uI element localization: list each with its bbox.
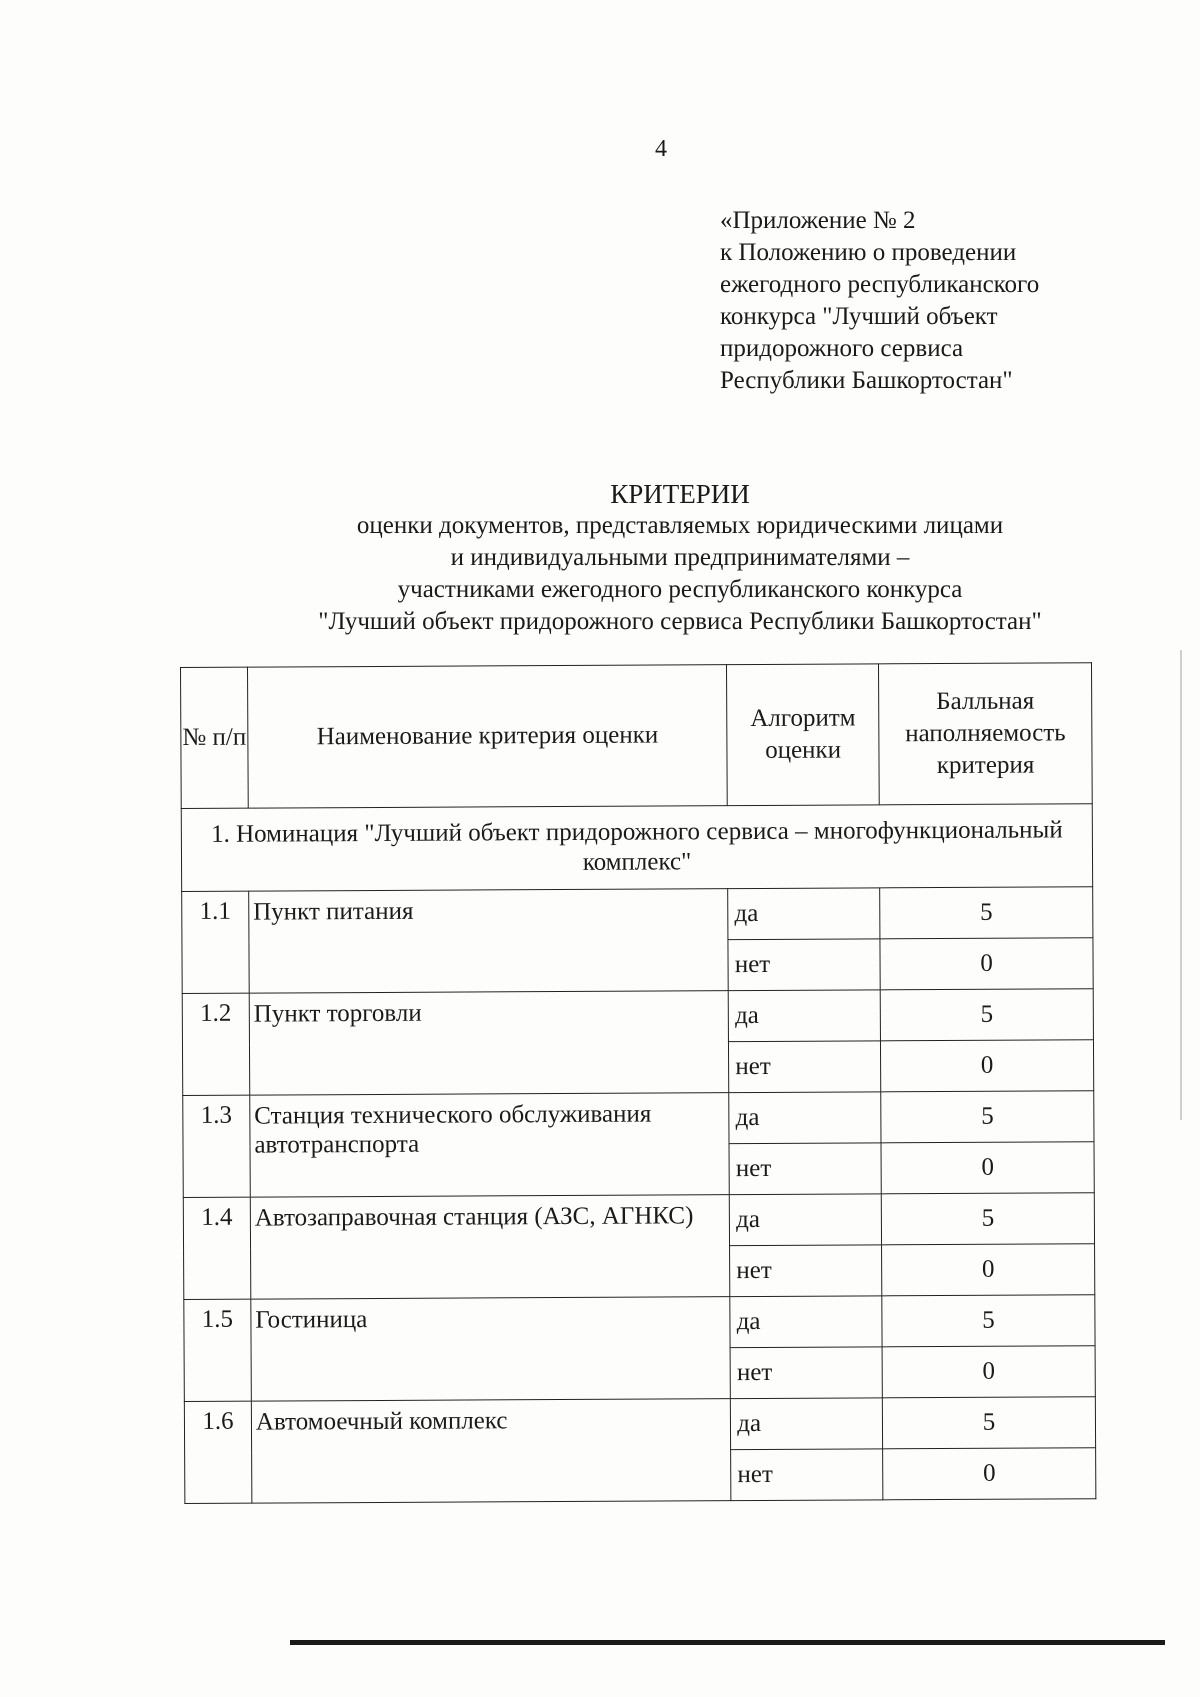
criterion-name: Автомоечный комплекс xyxy=(251,1399,731,1504)
criteria-table xyxy=(180,662,1096,1504)
score-no: 0 xyxy=(881,1142,1094,1194)
score-yes: 5 xyxy=(880,989,1093,1041)
heading-line: оценки документов, представляемых юридическими лицами xyxy=(356,512,1004,539)
appendix-line: ежегодного республиканского xyxy=(720,271,1040,298)
score-yes: 5 xyxy=(882,1295,1095,1347)
algo-no: нет xyxy=(730,1347,882,1399)
algo-yes: да xyxy=(729,1092,881,1144)
heading-line: и индивидуальными предпринимателями – xyxy=(450,544,910,571)
algo-yes: да xyxy=(730,1296,882,1348)
criterion-number: 1.4 xyxy=(183,1197,250,1299)
score-yes: 5 xyxy=(881,1091,1094,1143)
header-num: № п/п xyxy=(181,667,249,808)
scan-edge-shadow xyxy=(1180,650,1182,1120)
appendix-line: Республики Башкортостан" xyxy=(720,367,1013,394)
score-no: 0 xyxy=(881,1040,1094,1092)
algo-yes: да xyxy=(731,1398,883,1450)
score-no: 0 xyxy=(882,1346,1095,1398)
header-score: Балльная наполняемость критерия xyxy=(879,663,1093,805)
score-yes: 5 xyxy=(881,1193,1094,1245)
algo-no: нет xyxy=(729,1041,881,1093)
criterion-number: 1.6 xyxy=(184,1401,251,1503)
score-no: 0 xyxy=(883,1448,1096,1500)
appendix-line: к Положению о проведении xyxy=(720,239,1017,266)
algo-yes: да xyxy=(729,1194,881,1246)
criterion-number: 1.3 xyxy=(183,1095,250,1197)
table-row xyxy=(182,887,1093,943)
score-no: 0 xyxy=(882,1244,1095,1296)
algo-no: нет xyxy=(731,1449,883,1501)
algo-no: нет xyxy=(730,1245,882,1297)
table-row xyxy=(184,1397,1095,1453)
score-yes: 5 xyxy=(880,887,1093,939)
document-heading xyxy=(180,478,1180,638)
algo-yes: да xyxy=(728,990,880,1042)
criterion-name: Гостиница xyxy=(251,1297,731,1402)
table-row xyxy=(184,1295,1095,1351)
criterion-name: Автозаправочная станция (АЗС, АГНКС) xyxy=(250,1195,730,1300)
table-row xyxy=(183,1091,1094,1147)
criterion-number: 1.1 xyxy=(182,891,249,993)
criterion-number: 1.5 xyxy=(184,1299,251,1401)
algo-no: нет xyxy=(728,939,880,991)
appendix-line: конкурса "Лучший объект xyxy=(720,303,998,330)
page-number: 4 xyxy=(655,136,667,162)
algo-yes: да xyxy=(728,888,880,940)
header-name: Наименование критерия оценки xyxy=(247,665,727,809)
nomination-row xyxy=(181,804,1092,892)
table-row xyxy=(183,1193,1094,1249)
table-row xyxy=(182,989,1093,1045)
header-algo: Алгоритм оценки xyxy=(727,664,880,806)
heading-line: участниками ежегодного республиканского конкурса xyxy=(397,576,963,603)
appendix-line: «Приложение № 2 xyxy=(720,207,916,234)
criterion-name: Пункт торговли xyxy=(249,991,729,1096)
score-yes: 5 xyxy=(882,1397,1095,1449)
appendix-line: придорожного сервиса xyxy=(720,335,964,362)
document-title: КРИТЕРИИ xyxy=(610,479,750,509)
heading-line: "Лучший объект придорожного сервиса Республики Башкортостан" xyxy=(318,608,1042,635)
bottom-rule xyxy=(290,1640,1165,1645)
appendix-note xyxy=(720,205,1039,397)
nomination-title: 1. Номинация "Лучший объект придорожного сервиса – многофункциональный комплекс" xyxy=(181,804,1092,892)
criterion-number: 1.2 xyxy=(182,993,249,1095)
table-header-row xyxy=(181,663,1093,809)
score-no: 0 xyxy=(880,938,1093,990)
algo-no: нет xyxy=(729,1143,881,1195)
criterion-name: Станция технического обслуживания автотранспорта xyxy=(250,1093,730,1198)
criterion-name: Пункт питания xyxy=(249,889,729,994)
